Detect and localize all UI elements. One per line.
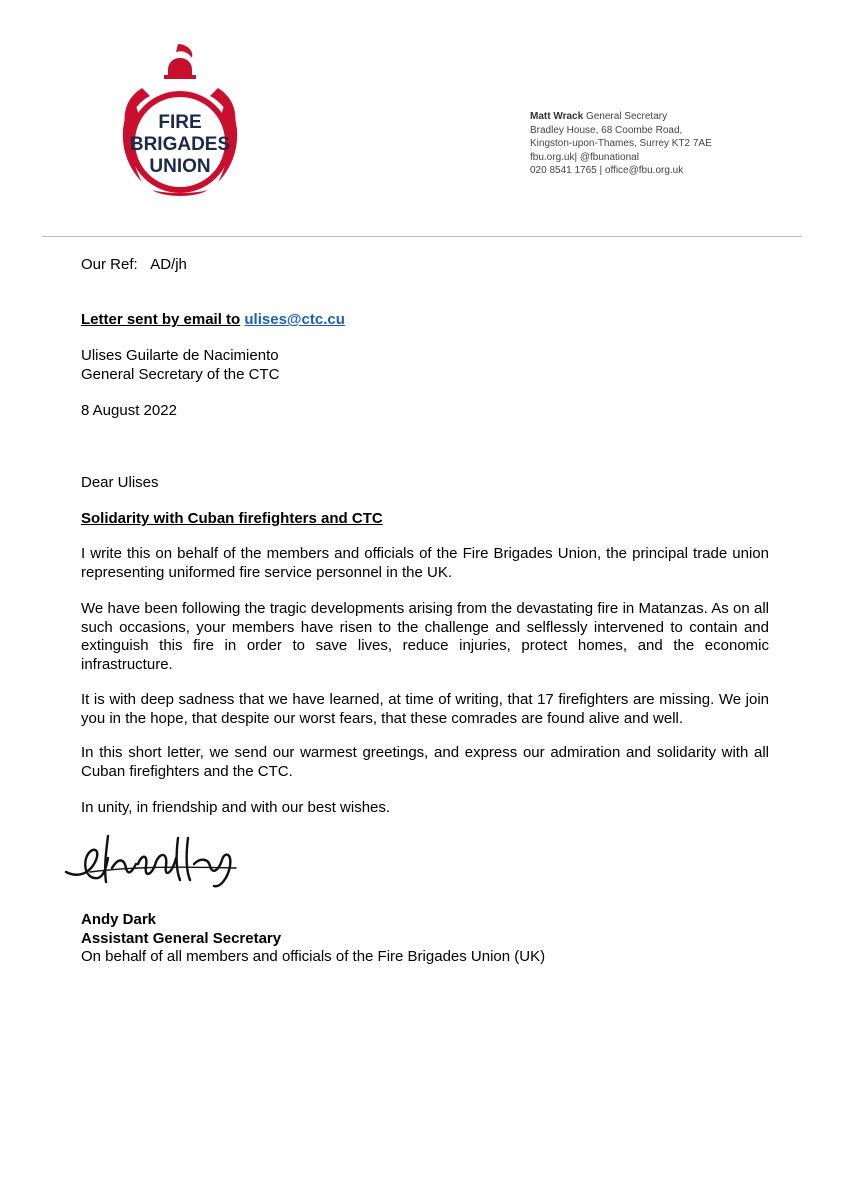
paragraph-4: In this short letter, we send our warmest greetings, and express our admiration and solidarity with all Cuban firefighters and the CTC. [81,744,769,780]
logo-line3: UNION [149,156,211,177]
paragraph-5: In unity, in friendship and with our best wishes. [81,799,391,816]
subject-line: Solidarity with Cuban firefighters and CTC [81,510,383,527]
reference-line [81,256,769,275]
sender-web: fbu.org.uk| @fbunational [530,151,639,163]
helmet-icon [164,44,196,79]
sender-block [530,110,712,178]
recipient-block [81,347,769,384]
sender-role: General Secretary [585,111,668,122]
salutation: Dear Ulises [81,474,159,491]
signatory-block [81,911,769,967]
ref-label: Our Ref: [81,256,138,273]
paragraph-1: I write this on behalf of the members and officials of the Fire Brigades Union, the principal trade union representing uniformed fire service personnel in the UK. [81,545,769,581]
email-link[interactable]: ulises@ctc.cu [244,311,345,328]
email-note [81,311,769,330]
ref-value: AD/jh [150,256,187,273]
logo-line1: FIRE [158,112,202,133]
handwritten-signature [60,828,246,894]
letter-date: 8 August 2022 [81,402,177,419]
sender-contact: 020 8541 1765 | office@fbu.org.uk [530,165,684,176]
logo-line2: BRIGADES [129,134,231,155]
paragraph-2: We have been following the tragic developments arising from the devastating fire in Matanzas. As on all such occasions, your members have risen to the challenge and selflessly intervened to contain and extinguish this fire in order to save lives, reduce injuries, protect homes, and the economic infrastructure. [81,600,769,673]
recipient-name: Ulises Guilarte de Nacimiento [81,347,279,364]
sender-address-1: Bradley House, 68 Coombe Road, [530,124,683,136]
paragraph-3: It is with deep sadness that we have learned, at time of writing, that 17 firefighters are missing. We join you in the hope, that despite our worst fears, that these comrades are found alive and well. [81,691,769,727]
recipient-title: General Secretary of the CTC [81,365,280,383]
sender-name: Matt Wrack [530,111,584,122]
email-note-label: Letter sent by email to [81,311,241,328]
signatory-title: Assistant General Secretary [81,929,282,947]
header-divider [42,236,802,237]
sender-address-2: Kingston-upon-Thames, Surrey KT2 7AE [530,138,712,149]
fbu-logo [112,40,248,202]
signatory-behalf: On behalf of all members and officials of the Fire Brigades Union (UK) [81,948,546,965]
signatory-name: Andy Dark [81,911,157,928]
